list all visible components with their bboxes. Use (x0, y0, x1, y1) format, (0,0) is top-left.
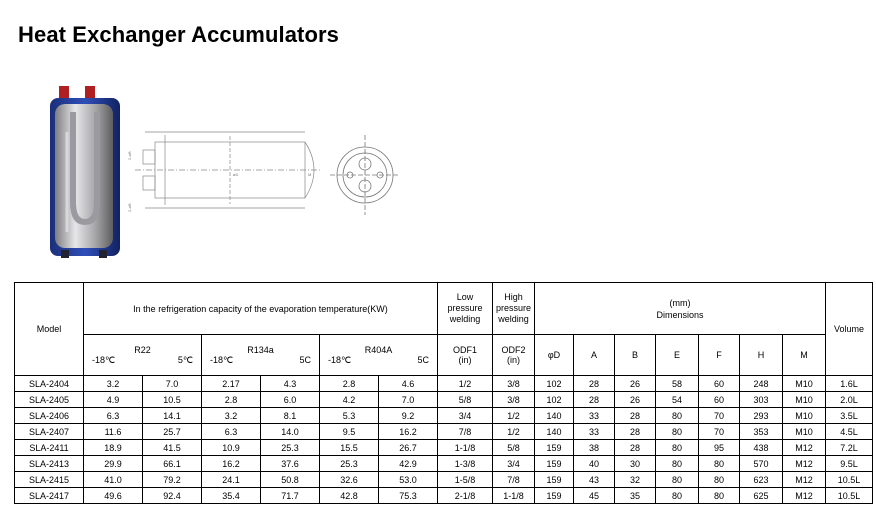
r404a-t2: 5C (417, 354, 429, 365)
table-cell: 625 (740, 488, 783, 504)
table-cell: 5/8 (438, 392, 493, 408)
table-cell: 1-1/8 (493, 488, 535, 504)
table-cell: 9.5 (320, 424, 379, 440)
table-cell: 9.5L (826, 456, 873, 472)
dim-col-h: H (740, 335, 783, 376)
odf1-unit: (in) (458, 355, 472, 365)
table-cell: 40 (574, 456, 615, 472)
table-cell: 6.3 (84, 408, 143, 424)
table-cell: 1/2 (438, 376, 493, 392)
table-cell: M12 (783, 456, 826, 472)
table-cell: 41.0 (84, 472, 143, 488)
table-cell: 49.6 (84, 488, 143, 504)
table-cell: 4.5L (826, 424, 873, 440)
table-cell: M12 (783, 472, 826, 488)
r22-header (84, 335, 202, 376)
r134a-header (202, 335, 320, 376)
table-cell: 35.4 (202, 488, 261, 504)
r404a-name: R404A (364, 344, 393, 355)
table-row (15, 456, 873, 472)
table-row (15, 472, 873, 488)
table-cell: 11.6 (84, 424, 143, 440)
dim-col-e: E (656, 335, 699, 376)
odf2-header (493, 335, 535, 376)
table-cell: 9.2 (379, 408, 438, 424)
table-cell: 60 (699, 376, 740, 392)
table-cell: 140 (535, 424, 574, 440)
table-cell: 2.8 (320, 376, 379, 392)
table-cell: 6.3 (202, 424, 261, 440)
dimensions-header (535, 283, 826, 335)
table-cell: 16.2 (379, 424, 438, 440)
volume-header: Volume (826, 283, 873, 376)
table-cell: 24.1 (202, 472, 261, 488)
dim-label-b: 2-øB (127, 203, 132, 212)
table-cell: 4.2 (320, 392, 379, 408)
table-cell: 248 (740, 376, 783, 392)
table-cell: 80 (699, 472, 740, 488)
table-cell: 159 (535, 440, 574, 456)
r404a-header (320, 335, 438, 376)
table-cell: 29.9 (84, 456, 143, 472)
table-row (15, 488, 873, 504)
odf2-label: ODF2 (501, 345, 526, 355)
r134a-t2: 5C (299, 354, 311, 365)
table-cell: 7.0 (143, 376, 202, 392)
table-cell: 60 (699, 392, 740, 408)
table-cell: 7/8 (438, 424, 493, 440)
table-cell: M10 (783, 424, 826, 440)
table-cell: M12 (783, 488, 826, 504)
table-cell: 28 (574, 392, 615, 408)
table-cell: 80 (699, 456, 740, 472)
model-header: Model (15, 283, 84, 376)
table-cell: 7.0 (379, 392, 438, 408)
table-cell: 1.6L (826, 376, 873, 392)
table-cell: 2.8 (202, 392, 261, 408)
r22-t2: 5℃ (177, 354, 193, 365)
table-cell: 53.0 (379, 472, 438, 488)
table-cell: 45 (574, 488, 615, 504)
table-cell: 80 (656, 488, 699, 504)
dim-col-a: A (574, 335, 615, 376)
table-cell: 33 (574, 408, 615, 424)
table-cell: 42.9 (379, 456, 438, 472)
table-cell: 5/8 (493, 440, 535, 456)
table-cell: 25.7 (143, 424, 202, 440)
table-cell: 70 (699, 424, 740, 440)
model-cell: SLA-2411 (15, 440, 84, 456)
table-cell: 3/4 (438, 408, 493, 424)
table-cell: 80 (656, 440, 699, 456)
table-cell: 26 (615, 392, 656, 408)
table-cell: 92.4 (143, 488, 202, 504)
table-cell: 28 (615, 424, 656, 440)
table-cell: 26 (615, 376, 656, 392)
table-cell: 43 (574, 472, 615, 488)
table-cell: 140 (535, 408, 574, 424)
table-cell: 10.9 (202, 440, 261, 456)
table-cell: 7.2L (826, 440, 873, 456)
table-cell: 3/8 (493, 376, 535, 392)
table-cell: 3.5L (826, 408, 873, 424)
table-cell: 16.2 (202, 456, 261, 472)
accumulator-photo (45, 82, 125, 262)
low-pressure-header: Low pressure welding (438, 283, 493, 335)
table-cell: 8.1 (261, 408, 320, 424)
table-cell: 80 (656, 424, 699, 440)
table-cell: 32 (615, 472, 656, 488)
table-cell: 7/8 (493, 472, 535, 488)
table-row (15, 376, 873, 392)
table-cell: 102 (535, 392, 574, 408)
dim-col-m: M (783, 335, 826, 376)
table-cell: 3/4 (493, 456, 535, 472)
table-cell: 303 (740, 392, 783, 408)
table-cell: 75.3 (379, 488, 438, 504)
table-cell: 25.3 (320, 456, 379, 472)
table-cell: 42.8 (320, 488, 379, 504)
table-cell: 28 (574, 376, 615, 392)
model-cell: SLA-2413 (15, 456, 84, 472)
table-cell: 623 (740, 472, 783, 488)
table-cell: 1-1/8 (438, 440, 493, 456)
table-row (15, 392, 873, 408)
table-cell: 25.3 (261, 440, 320, 456)
table-cell: 159 (535, 456, 574, 472)
table-cell: 159 (535, 472, 574, 488)
table-cell: 1-5/8 (438, 472, 493, 488)
table-cell: 4.9 (84, 392, 143, 408)
table-cell: 14.0 (261, 424, 320, 440)
table-cell: 1/2 (493, 408, 535, 424)
r22-t1: -18℃ (92, 354, 116, 365)
table-cell: M10 (783, 408, 826, 424)
table-cell: M12 (783, 440, 826, 456)
model-cell: SLA-2406 (15, 408, 84, 424)
end-view-drawing (328, 130, 403, 220)
model-cell: SLA-2404 (15, 376, 84, 392)
model-cell: SLA-2407 (15, 424, 84, 440)
table-cell: 2.0L (826, 392, 873, 408)
spec-table (14, 282, 873, 504)
table-cell: 10.5 (143, 392, 202, 408)
table-cell: 3/8 (493, 392, 535, 408)
table-cell: 1-3/8 (438, 456, 493, 472)
table-cell: 18.9 (84, 440, 143, 456)
dim-label-m: M (308, 172, 312, 177)
dim-col-b: B (615, 335, 656, 376)
table-cell: 28 (615, 440, 656, 456)
model-cell: SLA-2415 (15, 472, 84, 488)
side-view-drawing (125, 120, 325, 220)
table-header-row (15, 283, 873, 335)
r134a-t1: -18℃ (210, 354, 234, 365)
table-cell: 6.0 (261, 392, 320, 408)
table-cell: 5.3 (320, 408, 379, 424)
table-row (15, 424, 873, 440)
table-cell: 54 (656, 392, 699, 408)
table-cell: 79.2 (143, 472, 202, 488)
dimensions-label: Dimensions (656, 309, 704, 320)
table-cell: 80 (699, 488, 740, 504)
table-cell: 70 (699, 408, 740, 424)
capacity-header: In the refrigeration capacity of the evaporation temperature(KW) (84, 283, 438, 335)
table-cell: 80 (656, 456, 699, 472)
page-title: Heat Exchanger Accumulators (18, 22, 339, 47)
table-cell: 80 (656, 472, 699, 488)
table-cell: 293 (740, 408, 783, 424)
table-cell: 10.5L (826, 472, 873, 488)
table-cell: 14.1 (143, 408, 202, 424)
table-cell: 353 (740, 424, 783, 440)
table-cell: 41.5 (143, 440, 202, 456)
table-cell: 35 (615, 488, 656, 504)
table-cell: 95 (699, 440, 740, 456)
table-cell: 37.6 (261, 456, 320, 472)
table-cell: 33 (574, 424, 615, 440)
table-cell: 26.7 (379, 440, 438, 456)
r22-name: R22 (134, 344, 151, 355)
table-subheader-row (15, 335, 873, 376)
model-cell: SLA-2417 (15, 488, 84, 504)
table-row (15, 408, 873, 424)
table-cell: 32.6 (320, 472, 379, 488)
table-cell: 3.2 (202, 408, 261, 424)
table-cell: 159 (535, 488, 574, 504)
odf1-header (438, 335, 493, 376)
table-cell: 80 (656, 408, 699, 424)
table-cell: 1/2 (493, 424, 535, 440)
table-row (15, 440, 873, 456)
table-cell: M10 (783, 376, 826, 392)
odf2-unit: (in) (507, 355, 520, 365)
table-cell: 10.5L (826, 488, 873, 504)
r404a-t1: -18℃ (328, 354, 352, 365)
table-cell: 570 (740, 456, 783, 472)
model-cell: SLA-2405 (15, 392, 84, 408)
table-cell: 66.1 (143, 456, 202, 472)
table-cell: 28 (615, 408, 656, 424)
dim-col-f: F (699, 335, 740, 376)
dim-label-d: øD (233, 172, 239, 177)
table-cell: 4.3 (261, 376, 320, 392)
dimensions-unit: (mm) (669, 297, 691, 308)
table-cell: 2-1/8 (438, 488, 493, 504)
table-cell: 15.5 (320, 440, 379, 456)
table-cell: 2.17 (202, 376, 261, 392)
dim-col-d: φD (535, 335, 574, 376)
table-cell: 38 (574, 440, 615, 456)
table-cell: 438 (740, 440, 783, 456)
table-cell: 3.2 (84, 376, 143, 392)
table-cell: M10 (783, 392, 826, 408)
table-cell: 30 (615, 456, 656, 472)
table-cell: 4.6 (379, 376, 438, 392)
table-cell: 50.8 (261, 472, 320, 488)
table-cell: 58 (656, 376, 699, 392)
table-cell: 71.7 (261, 488, 320, 504)
odf1-label: ODF1 (452, 345, 477, 355)
dim-label-a: 2-øB (127, 151, 132, 160)
r134a-name: R134a (247, 344, 274, 355)
high-pressure-header: High pressure welding (493, 283, 535, 335)
table-cell: 102 (535, 376, 574, 392)
